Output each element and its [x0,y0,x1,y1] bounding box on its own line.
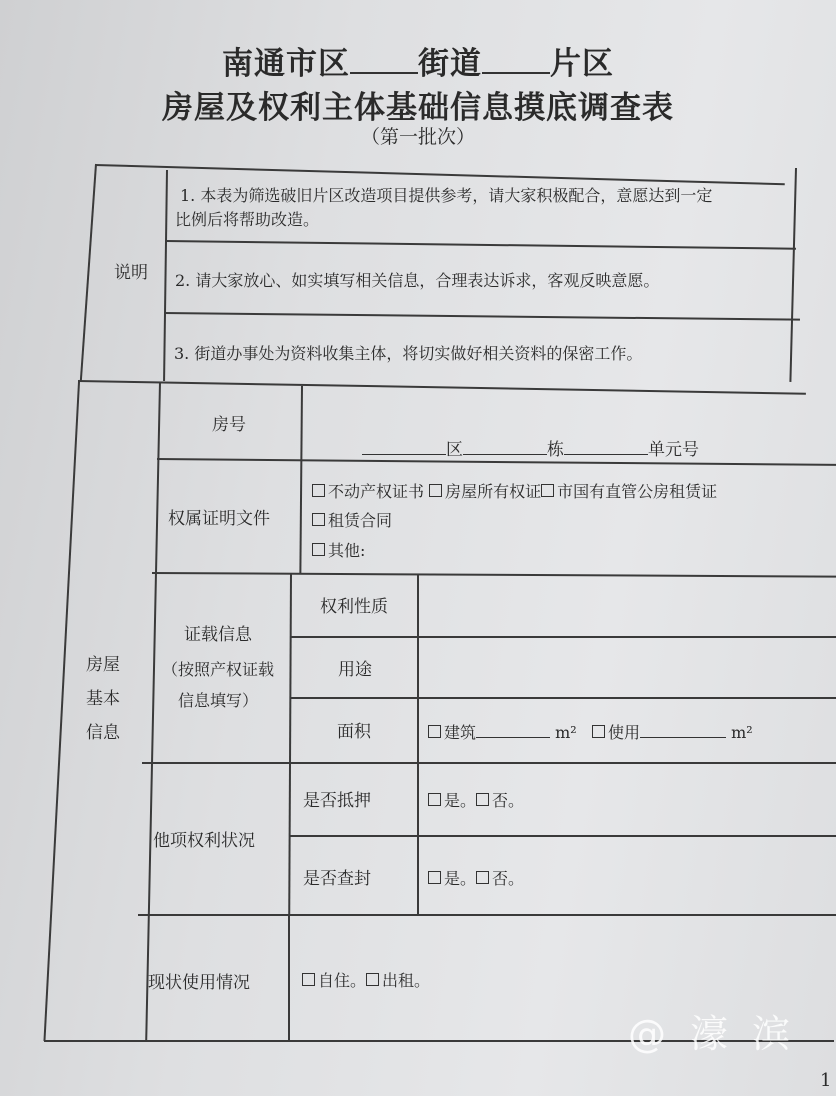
room-qu-text: 区 [446,440,463,460]
checkbox-icon[interactable] [428,725,441,738]
area-build-unit: m² [555,723,577,742]
basic-row-line-use [290,697,836,699]
cert-label: 证载信息 [184,625,252,645]
table-border-right [789,168,797,382]
ownership-options-row-3 [312,536,365,566]
notes-divider [163,170,168,381]
street-blank[interactable] [350,44,418,74]
basic-group-label-3: 信息 [86,723,120,743]
ownership-options-row-2 [312,506,392,536]
area-text: 片区 [550,46,614,82]
batch-label: （第一批次） [360,126,475,148]
area-use-blank[interactable] [640,717,726,738]
page-number: 1 [820,1070,832,1091]
room-field[interactable] [362,434,699,465]
other-rights-label: 他项权利状况 [153,831,255,851]
usage-options [302,966,430,996]
notes-item-3: 3. 街道办事处为资料收集主体，将切实做好相关资料的保密工作。 [174,344,643,363]
area-label: 面积 [337,722,371,742]
room-qu-blank[interactable] [362,434,446,455]
basic-row-line-cert [142,762,836,764]
checkbox-icon[interactable] [312,513,325,526]
street-text: 街道 [418,46,482,82]
watermark: @ 濠 滨 [628,1012,797,1056]
mortgage-yes: 是。 [444,791,477,810]
ownership-opt-5: 其他: [328,541,366,560]
checkbox-icon[interactable] [476,871,489,884]
notes-item-1-line-1: 1. 本表为筛选破旧片区改造项目提供参考，请大家积极配合，意愿达到一定 [180,186,713,205]
mortgage-options [428,786,524,816]
seal-label: 是否查封 [303,869,371,889]
basic-group-divider [145,382,161,1042]
table-border-mid [78,380,806,395]
ownership-opt-1: 不动产权证书 [328,482,425,501]
mortgage-no: 否。 [492,791,525,810]
ownership-opt-2: 房屋所有权证 [445,482,542,501]
form-title: 房屋及权利主体基础信息摸底调查表 [162,90,674,126]
notes-label: 说明 [114,263,148,283]
room-unit-blank[interactable] [564,434,648,455]
checkbox-icon[interactable] [366,973,379,986]
room-dong-text: 栋 [547,440,564,460]
room-unit-text: 单元号 [648,440,699,460]
notes-item-1-line-2: 比例后将帮助改造。 [175,210,320,229]
cert-note-2: 信息填写） [178,691,259,710]
basic-row-line-other [138,914,836,916]
usage-self: 自住。 [318,971,367,990]
area-field [428,717,753,748]
notes-row-line-2 [164,312,800,321]
usage-label: 现状使用情况 [148,973,250,993]
ownership-label: 权属证明文件 [168,509,270,529]
city-district-text: 南通市区 [222,46,350,82]
area-build-label: 建筑 [444,723,477,742]
seal-options [428,864,524,894]
area-use-label: 使用 [607,723,640,742]
room-dong-blank[interactable] [463,434,547,455]
checkbox-icon[interactable] [429,484,442,497]
cert-label-divider [288,574,292,914]
area-build-blank[interactable] [476,717,550,738]
checkbox-icon[interactable] [541,484,554,497]
notes-item-2: 2. 请大家放心、如实填写相关信息，合理表达诉求，客观反映意愿。 [175,271,660,290]
basic-row-line-mortgage [290,835,836,837]
table-border-left [80,164,97,382]
mortgage-label: 是否抵押 [303,791,371,811]
area-use-unit: m² [731,723,753,742]
checkbox-icon[interactable] [476,793,489,806]
usage-label-divider [288,914,290,1040]
seal-no: 否。 [492,869,525,888]
usage-rent: 出租。 [382,971,431,990]
seal-yes: 是。 [444,869,477,888]
basic-row-line-ownership [152,572,836,578]
room-label: 房号 [212,415,246,435]
checkbox-icon[interactable] [428,793,441,806]
ownership-opt-4: 租赁合同 [328,511,393,530]
sub-label-divider [417,574,419,914]
notes-row-line-1 [166,240,796,250]
basic-label-divider [299,386,303,574]
checkbox-icon[interactable] [312,543,325,556]
basic-group-label-1: 房屋 [86,655,120,675]
checkbox-icon[interactable] [312,484,325,497]
cert-note-1: （按照产权证载 [162,660,275,679]
table-border-left-lower [43,382,80,1041]
checkbox-icon[interactable] [592,725,605,738]
checkbox-icon[interactable] [428,871,441,884]
area-blank[interactable] [482,44,550,74]
checkbox-icon[interactable] [302,973,315,986]
use-label: 用途 [338,660,372,680]
basic-row-line-nature [290,636,836,638]
nature-label: 权利性质 [320,597,388,617]
ownership-options-row-1 [312,477,717,507]
basic-group-label-2: 基本 [86,689,120,709]
ownership-opt-3: 市国有直管公房租赁证 [557,482,718,501]
title-district-line [0,38,836,83]
